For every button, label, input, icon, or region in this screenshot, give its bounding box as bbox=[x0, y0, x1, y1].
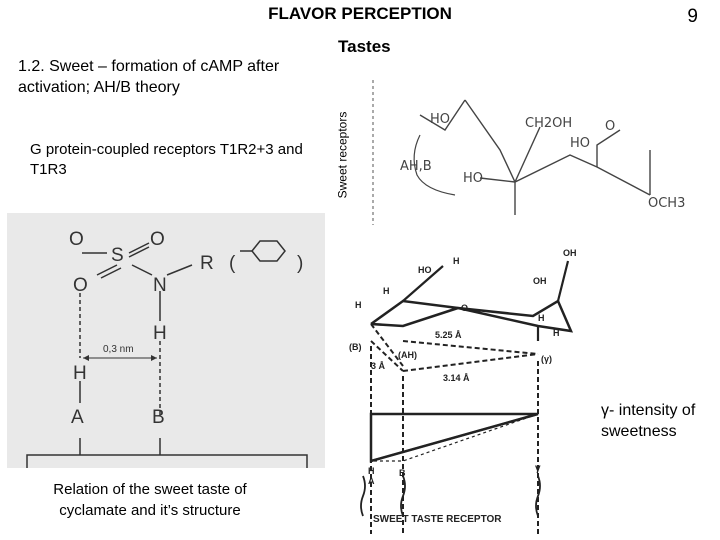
group-label: A bbox=[368, 476, 375, 486]
group-label: H bbox=[355, 300, 362, 310]
distance-label: 3 Å bbox=[371, 361, 386, 371]
atom-label: R bbox=[200, 253, 214, 274]
distance-label: 5.25 Å bbox=[435, 330, 462, 340]
sugar-structure-figure bbox=[365, 75, 695, 225]
receptor-model-svg bbox=[343, 246, 593, 534]
group-label: CH2OH bbox=[525, 116, 573, 131]
figure-caption: Relation of the sweet taste of cyclamate and it’s structure bbox=[53, 481, 247, 519]
group-label: H bbox=[453, 256, 460, 266]
cyclamate-svg bbox=[7, 213, 325, 468]
sweet-receptors-label bbox=[323, 100, 363, 210]
group-label: OH bbox=[533, 276, 547, 286]
receptors-text: G protein-coupled receptors T1R2+3 and T1R3 bbox=[30, 141, 303, 178]
group-label: HO bbox=[463, 171, 484, 186]
gamma-note: γ- intensity of sweetness bbox=[601, 402, 696, 440]
group-label: (B) bbox=[349, 342, 362, 352]
bond-ch2oh bbox=[515, 127, 540, 182]
atom-label: ( bbox=[229, 253, 236, 274]
atom-label: B bbox=[152, 407, 165, 428]
group-label: H bbox=[538, 313, 545, 323]
group-label: O bbox=[461, 303, 469, 313]
bond-o bbox=[597, 130, 620, 167]
atom-label: S bbox=[111, 245, 124, 266]
group-label: H bbox=[553, 328, 560, 338]
atom-label: O bbox=[73, 275, 88, 296]
group-label: O bbox=[605, 119, 616, 134]
cyclamate-figure bbox=[7, 213, 325, 468]
atom-label: H bbox=[73, 363, 87, 384]
atom-label: H bbox=[153, 323, 167, 344]
distance-label: 3.14 Å bbox=[443, 373, 470, 383]
group-label: HO bbox=[570, 136, 591, 151]
group-label: HO bbox=[430, 112, 451, 127]
group-label: γ bbox=[535, 463, 541, 474]
atom-label: ) bbox=[297, 253, 304, 274]
section-heading: 1.2. Sweet – formation of cAMP after activation; AH/B theory bbox=[18, 58, 280, 96]
group-label: B bbox=[399, 468, 406, 478]
group-label: OH bbox=[563, 248, 577, 258]
atom-label: A bbox=[71, 407, 84, 428]
figure-background bbox=[343, 246, 593, 534]
page-number: 9 bbox=[687, 6, 698, 27]
distance-label: 0,3 nm bbox=[103, 344, 134, 355]
bond-ho-bottom bbox=[480, 178, 515, 182]
atom-label: N bbox=[153, 275, 167, 296]
tastes-heading: Tastes bbox=[338, 37, 391, 56]
group-label: AH,B bbox=[400, 159, 432, 174]
sweet-receptors-text: Sweet receptors bbox=[335, 111, 350, 199]
ring-bond bbox=[465, 100, 650, 195]
atom-label: O bbox=[69, 229, 84, 250]
group-label: H bbox=[368, 466, 375, 476]
group-label: H bbox=[383, 286, 390, 296]
receptor-label: SWEET TASTE RECEPTOR bbox=[373, 514, 502, 525]
receptor-model-figure bbox=[343, 246, 593, 534]
slide-title: FLAVOR PERCEPTION bbox=[268, 4, 452, 23]
sugar-structure-svg bbox=[365, 75, 695, 225]
group-label: (AH) bbox=[398, 350, 417, 360]
atom-label: O bbox=[150, 229, 165, 250]
group-label: HO bbox=[418, 265, 432, 275]
group-label: (γ) bbox=[541, 354, 552, 364]
group-label: OCH3 bbox=[648, 196, 686, 211]
